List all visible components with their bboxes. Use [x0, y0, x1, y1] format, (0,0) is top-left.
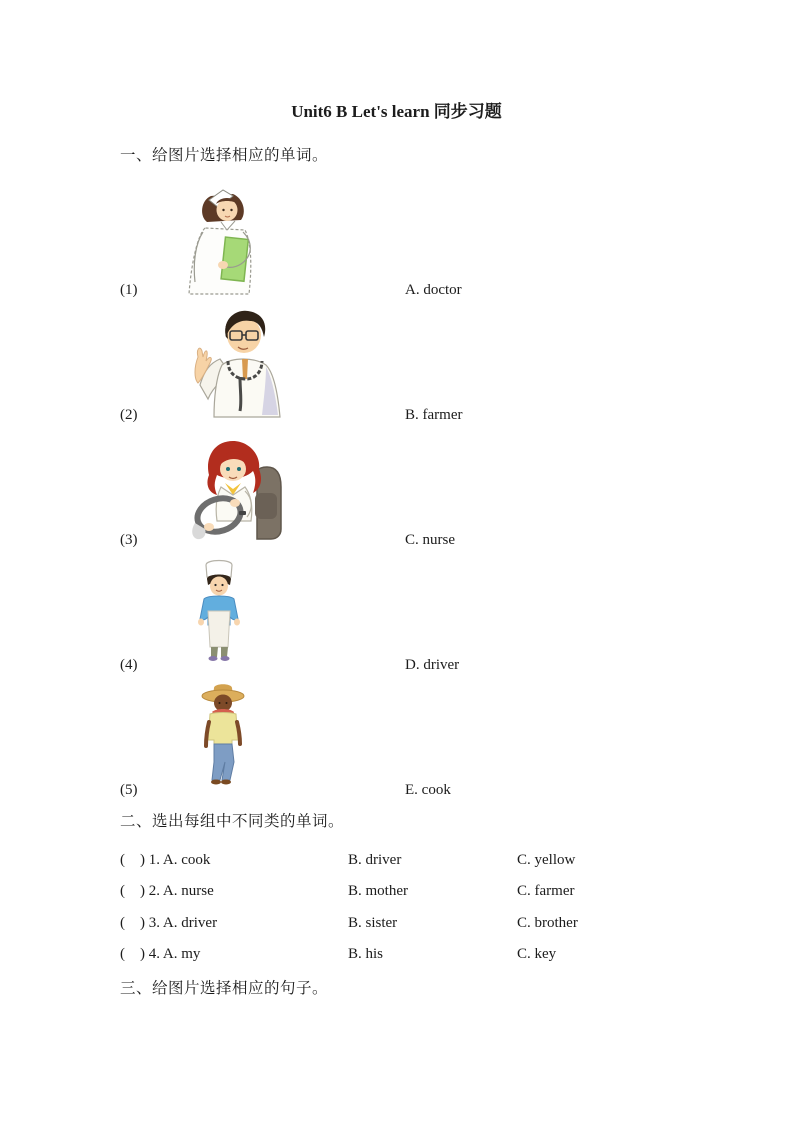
answer-blank-and-option-a: ( ) 2. A. nurse — [120, 883, 214, 899]
section1-item-3 — [120, 530, 700, 550]
doctor-image — [170, 307, 292, 419]
option-c: C. brother — [517, 915, 578, 931]
section3-heading: 三、给图片选择相应的句子。 — [120, 980, 329, 997]
section2-heading: 二、选出每组中不同类的单词。 — [120, 813, 345, 830]
option-b: B. driver — [348, 852, 402, 868]
section1-item-2 — [120, 405, 700, 425]
item-option: A. doctor — [405, 282, 462, 298]
section2-row-4 — [120, 944, 740, 964]
answer-blank-and-option-a: ( ) 3. A. driver — [120, 915, 218, 931]
answer-blank-and-option-a: ( ) 1. A. cook — [120, 852, 211, 868]
item-number: (2) — [120, 407, 138, 423]
option-c: C. yellow — [517, 852, 576, 868]
item-number: (3) — [120, 532, 138, 548]
option-b: B. sister — [348, 915, 398, 931]
item-option: C. nurse — [405, 532, 455, 548]
section1-item-1 — [120, 280, 700, 300]
item-option: E. cook — [405, 782, 451, 798]
item-option: D. driver — [405, 657, 460, 673]
section1-heading: 一、给图片选择相应的单词。 — [120, 147, 329, 164]
section2-row-2 — [120, 881, 740, 901]
item-number: (4) — [120, 657, 138, 673]
section2-row-1 — [120, 850, 740, 870]
farmer-image — [192, 682, 254, 787]
cook-image — [192, 557, 247, 662]
section1-item-4 — [120, 655, 700, 675]
section1-item-5 — [120, 780, 700, 800]
item-option: B. farmer — [405, 407, 463, 423]
item-number: (1) — [120, 282, 138, 298]
option-b: B. his — [348, 946, 384, 962]
girl-driver-image — [183, 437, 301, 545]
item-number: (5) — [120, 782, 138, 798]
option-b: B. mother — [348, 883, 408, 899]
page-title: Unit6 B Let's learn 同步习题 — [291, 102, 502, 121]
section2-row-3 — [120, 913, 740, 933]
option-c: C. key — [517, 946, 557, 962]
option-c: C. farmer — [517, 883, 575, 899]
answer-blank-and-option-a: ( ) 4. A. my — [120, 946, 201, 962]
